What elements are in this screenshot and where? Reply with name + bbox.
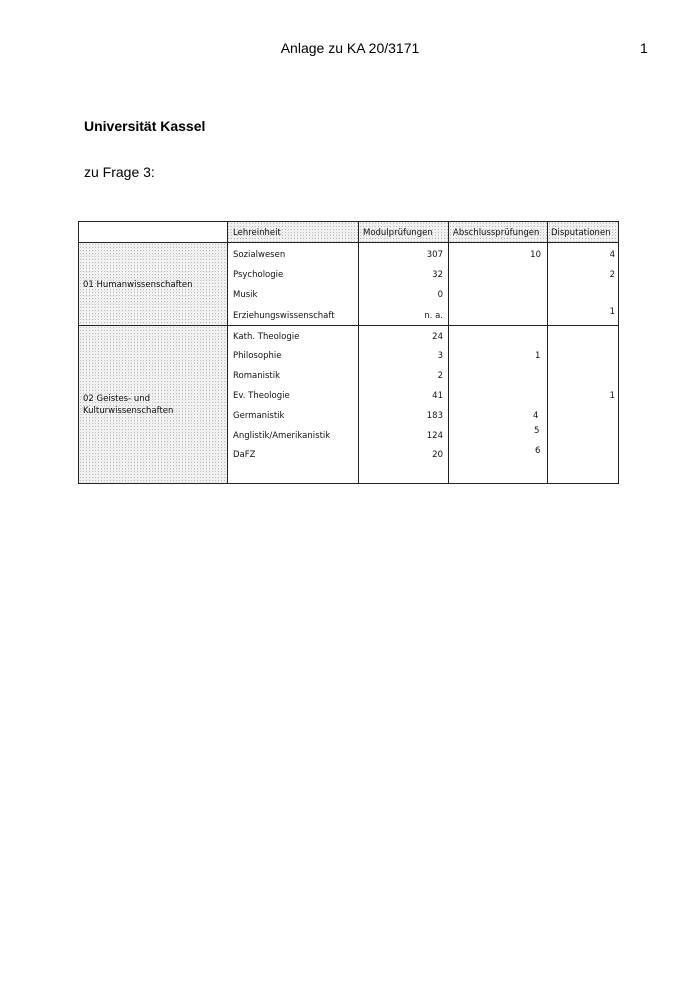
table-row-modul: 32: [432, 270, 443, 280]
table-row-unit: Musik: [233, 290, 258, 300]
table-row-modul: 3: [437, 351, 443, 361]
table-row-disputationen: 2: [609, 270, 615, 280]
page-number: 1: [640, 40, 648, 56]
column-divider: [227, 222, 228, 483]
table-row-modul: n. a.: [424, 311, 443, 321]
column-divider: [358, 222, 359, 483]
table-row-modul: 24: [432, 332, 443, 342]
table-row-modul: 183: [426, 411, 443, 421]
group-divider: [79, 325, 618, 326]
table-row-unit: Anglistik/Amerikanistik: [233, 431, 331, 441]
table-row-modul: 307: [426, 250, 443, 260]
column-divider: [448, 222, 449, 483]
table-row-disputationen: 4: [609, 250, 615, 260]
column-header-disputationen: Disputationen: [551, 228, 611, 238]
table-row-unit: Psychologie: [233, 270, 284, 280]
table-row-unit: Philosophie: [233, 351, 282, 361]
table-row-abschluss: 10: [530, 250, 541, 260]
table-row-abschluss: 6: [535, 446, 541, 456]
exam-statistics-table: [78, 221, 619, 484]
table-row-modul: 2: [437, 371, 443, 381]
table-row-modul: 41: [432, 391, 443, 401]
header-divider: [79, 242, 618, 243]
table-row-abschluss: 5: [534, 426, 540, 436]
question-label: zu Frage 3:: [84, 164, 155, 180]
table-row-unit: Kath. Theologie: [233, 332, 300, 342]
table-row-unit: Erziehungswissenschaft: [233, 311, 335, 321]
group-name: 02 Geistes- und: [83, 394, 151, 404]
table-row-unit: Romanistik: [233, 371, 281, 381]
group-name: Kulturwissenschaften: [83, 406, 174, 416]
group-name: 01 Humanwissenschaften: [83, 280, 193, 290]
document-heading: Universität Kassel: [84, 118, 206, 134]
table-row-unit: Germanistik: [233, 411, 285, 421]
table-row-modul: 0: [437, 290, 443, 300]
table-row-abschluss: 4: [533, 411, 539, 421]
table-row-unit: Ev. Theologie: [233, 391, 290, 401]
table-row-modul: 20: [432, 450, 443, 460]
table-row-modul: 124: [426, 431, 443, 441]
column-header-modulpruefungen: Modulprüfungen: [363, 228, 433, 238]
table-row-unit: Sozialwesen: [233, 250, 286, 260]
table-row-abschluss: 1: [535, 351, 541, 361]
column-header-lehreinheit: Lehreinheit: [233, 228, 281, 238]
column-divider: [547, 222, 548, 483]
column-header-abschlusspruefungen: Abschlussprüfungen: [453, 228, 540, 238]
table-row-disputationen: 1: [609, 391, 615, 401]
table-row-disputationen: 1: [609, 307, 615, 317]
table-row-unit: DaFZ: [233, 450, 256, 460]
page-header-title: Anlage zu KA 20/3171: [280, 40, 420, 56]
